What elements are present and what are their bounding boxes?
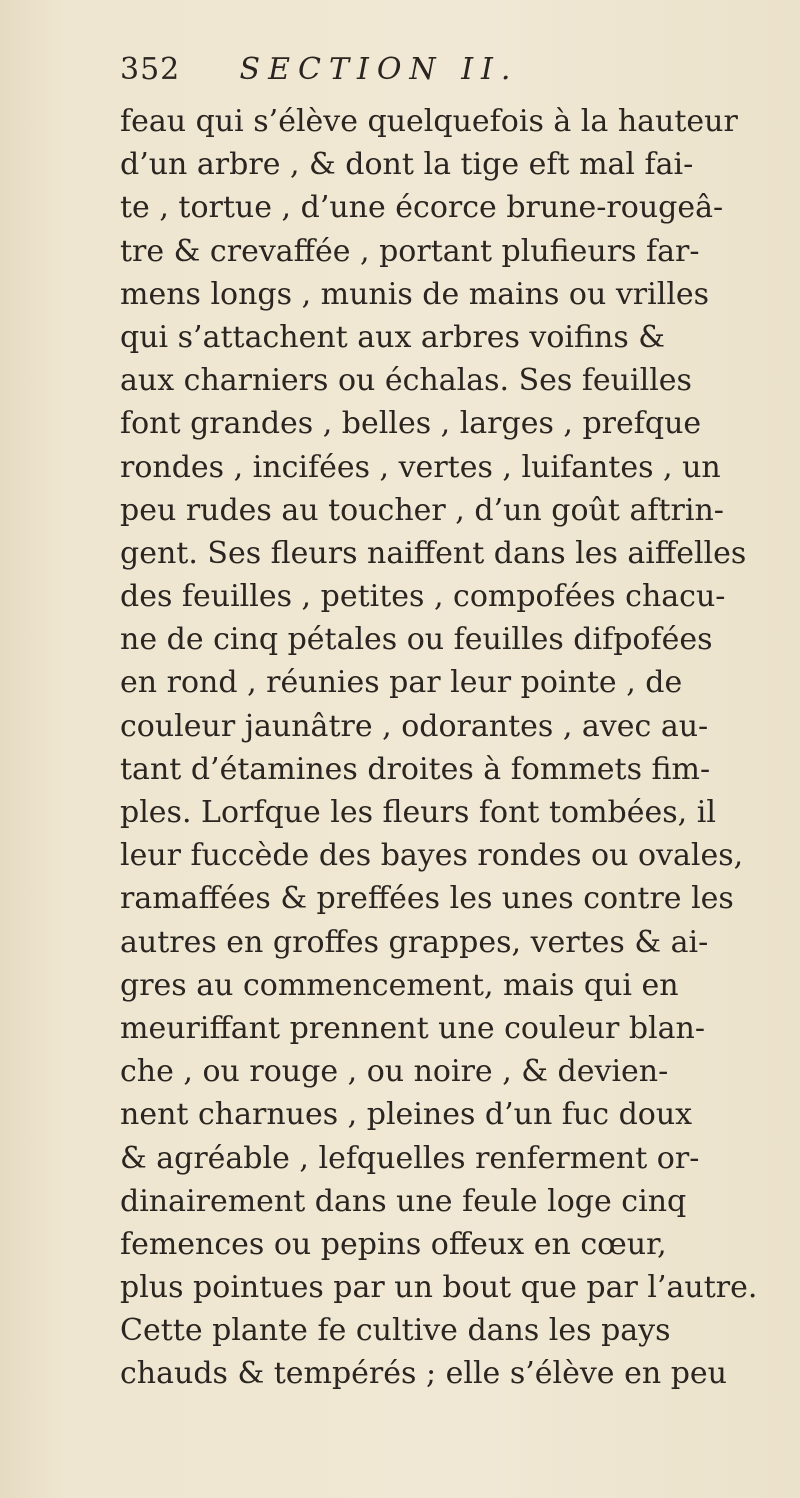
text-line: chauds & tempérés ; elle s’élève en peu — [120, 1356, 727, 1392]
text-line: feau qui s’élève quelquefois à la hauteur — [120, 104, 738, 139]
text-line: femences ou pepins offeux en cœur, — [120, 1226, 667, 1262]
text-line: te , tortue , d’une écorce brune-rougeâ- — [120, 190, 724, 226]
running-title: SECTION II. — [239, 52, 519, 87]
text-line: nent charnues , pleines d’un fuc doux — [120, 1097, 693, 1133]
text-line: che , ou rouge , ou noire , & devien- — [120, 1054, 669, 1090]
text-line: leur fuccède des bayes rondes ou ovales, — [120, 838, 744, 874]
text-line: & agréable , lefquelles renferment or- — [120, 1140, 700, 1176]
text-line: autres en groffes grappes, vertes & ai- — [120, 924, 709, 960]
text-line: peu rudes au toucher , d’un goût aftrin- — [120, 492, 724, 528]
text-line: Cette plante fe cultive dans les pays — [120, 1313, 671, 1349]
body-text — [120, 100, 760, 1396]
text-line: couleur jaunâtre , odorantes , avec au- — [120, 708, 709, 744]
page-header — [120, 48, 720, 98]
text-line: font grandes , belles , larges , prefque — [120, 406, 702, 442]
text-line: qui s’attachent aux arbres voifins & — [120, 319, 665, 355]
text-line: mens longs , munis de mains ou vrilles — [120, 276, 710, 312]
text-line: plus pointues par un bout que par l’autre. — [120, 1270, 758, 1306]
text-line: des feuilles , petites , compofées chacu- — [120, 579, 726, 615]
text-line: d’un arbre , & dont la tige eft mal fai- — [120, 147, 694, 183]
text-line: gent. Ses fleurs naiffent dans les aiffelles — [120, 535, 747, 571]
text-line: rondes , incifées , vertes , luifantes , un — [120, 449, 721, 485]
text-line: ne de cinq pétales ou feuilles difpofées — [120, 622, 713, 658]
text-line: en rond , réunies par leur pointe , de — [120, 665, 683, 701]
text-line: ples. Lorfque les fleurs font tombées, il — [120, 795, 716, 830]
text-line: dinairement dans une feule loge cinq — [120, 1183, 687, 1219]
text-line: aux charniers ou échalas. Ses feuilles — [120, 363, 692, 399]
text-line: tre & crevaffée , portant plufieurs far- — [120, 233, 700, 269]
text-line: tant d’étamines droites à fommets fim- — [120, 751, 711, 787]
text-line: meuriffant prennent une couleur blan- — [120, 1010, 705, 1046]
text-line: ramaffées & preffées les unes contre les — [120, 881, 734, 917]
page-number: 352 — [120, 52, 181, 87]
text-line: gres au commencement, mais qui en — [120, 967, 679, 1003]
